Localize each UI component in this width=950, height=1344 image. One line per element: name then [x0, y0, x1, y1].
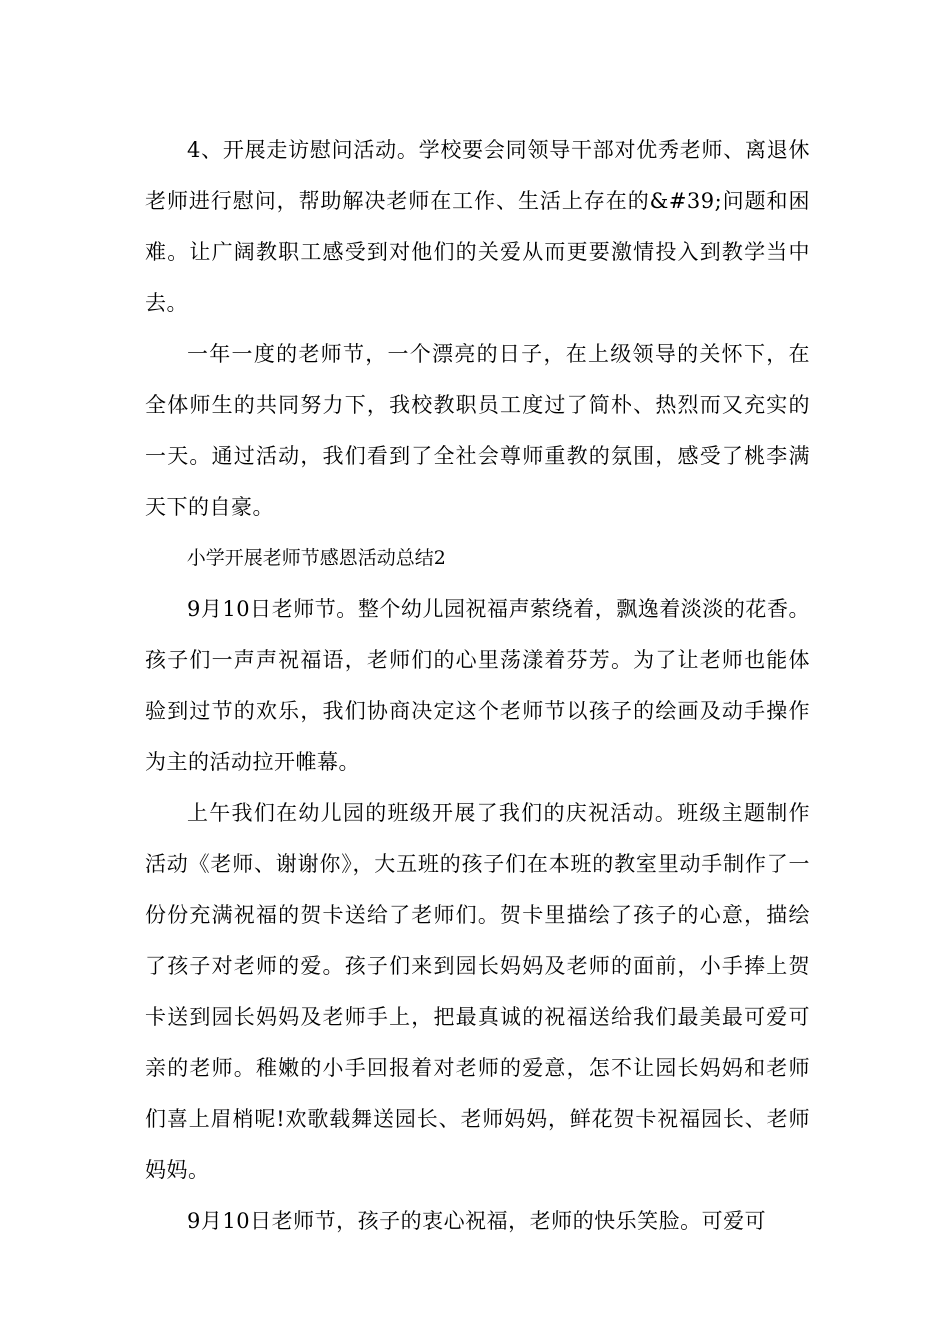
paragraph-kindergarten: 9月10日老师节。整个幼儿园祝福声萦绕着，飘逸着淡淡的花香。孩子们一声声祝福语，老师们的心里荡漾着芬芳。为了让老师也能体验到过节的欢乐，我们协商决定这个老师节以孩子的绘画及动手操作为主的活动拉开帷幕。: [145, 597, 810, 774]
paragraph-teachers-day: 一年一度的老师节，一个漂亮的日子，在上级领导的关怀下，在全体师生的共同努力下，我校教职员工度过了简朴、热烈而又充实的一天。通过活动，我们看到了全社会尊师重教的氛围，感受了桃李满天下的自豪。: [145, 342, 810, 519]
paragraph-blessing: 9月10日老师节，孩子的衷心祝福，老师的快乐笑脸。可爱可: [187, 1209, 767, 1233]
document-page: [145, 125, 810, 1247]
section-heading: 小学开展老师节感恩活动总结2: [186, 547, 446, 569]
paragraph-class-activity: 上午我们在幼儿园的班级开展了我们的庆祝活动。班级主题制作活动《老师、谢谢你》，大五班的孩子们在本班的教室里动手制作了一份份充满祝福的贺卡送给了老师们。贺卡里描绘了孩子的心意，描绘了孩子对老师的爱。孩子们来到园长妈妈及老师的面前，小手捧上贺卡送到园长妈妈及老师手上，把最真诚的祝福送给我们最美最可爱可亲的老师。稚嫩的小手回报着对老师的爱意，怎不让园长妈妈和老师们喜上眉梢呢!欢歌载舞送园长、老师妈妈，鲜花贺卡祝福园长、老师妈妈。: [145, 801, 810, 1182]
paragraph-visit-activity: 4、开展走访慰问活动。学校要会同领导干部对优秀老师、离退休老师进行慰问，帮助解决老师在工作、生活上存在的&#39;问题和困难。让广阔教职工感受到对他们的关爱从而更要激情投入到教学当中去。: [145, 138, 810, 315]
